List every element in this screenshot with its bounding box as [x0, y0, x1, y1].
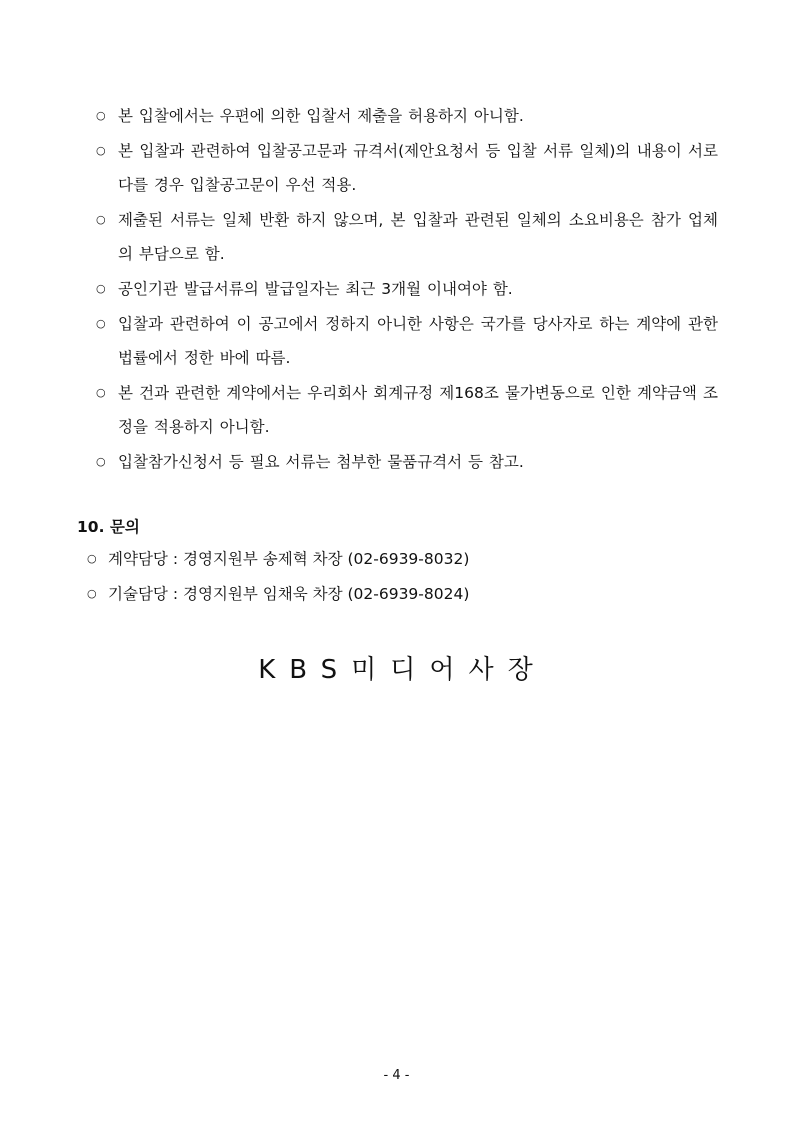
bullet-icon: ○ — [96, 143, 106, 157]
notice-item — [96, 307, 718, 376]
notice-item — [96, 376, 718, 445]
notice-item — [96, 203, 718, 272]
section-heading: 10. 문의 — [77, 518, 140, 536]
notice-item — [96, 272, 718, 307]
bullet-icon: ○ — [96, 454, 106, 468]
inquiry-section — [77, 512, 717, 611]
bullet-icon: ○ — [96, 109, 106, 122]
notice-text: 공인기관 발급서류의 발급일자는 최근 3개월 이내여야 함. — [118, 279, 513, 298]
notice-text: 제출된 서류는 일체 반환 하지 않으며, 본 입찰과 관련된 일체의 소요비용은 참가 업체의 부담으로 함. — [118, 210, 718, 264]
bullet-icon: ○ — [87, 586, 97, 600]
bullet-icon: ○ — [96, 385, 106, 399]
bullet-icon: ○ — [96, 281, 106, 295]
notice-item — [96, 99, 718, 134]
notice-item — [96, 445, 718, 480]
page-number: - 4 - — [383, 1068, 410, 1083]
notice-item — [96, 134, 718, 203]
contact-item-contract — [77, 542, 717, 577]
notice-text: 본 입찰과 관련하여 입찰공고문과 규격서(제안요청서 등 입찰 서류 일체)의 내용이 서로 다를 경우 입찰공고문이 우선 적용. — [118, 141, 718, 195]
notice-text: 본 입찰에서는 우편에 의한 입찰서 제출을 허용하지 아니함. — [118, 107, 524, 125]
notice-text: 입찰참가신청서 등 필요 서류는 첨부한 물품규격서 등 참고. — [118, 452, 524, 471]
notice-text: 입찰과 관련하여 이 공고에서 정하지 아니한 사항은 국가를 당사자로 하는 계약에 관한 법률에서 정한 바에 따름. — [118, 314, 718, 368]
notice-list — [96, 99, 718, 480]
bullet-icon: ○ — [87, 552, 97, 565]
contact-text: 계약담당 : 경영지원부 송제혁 차장 (02-6939-8032) — [108, 550, 470, 568]
issuer-signature: KBS미디어사장 — [258, 655, 547, 685]
contact-list — [77, 542, 717, 611]
contact-item-technical — [77, 577, 717, 612]
contact-text: 기술담당 : 경영지원부 임채욱 차장 (02-6939-8024) — [108, 584, 470, 603]
bullet-icon: ○ — [96, 316, 106, 330]
bullet-icon: ○ — [96, 212, 106, 226]
notice-text: 본 건과 관련한 계약에서는 우리회사 회계규정 제168조 물가변동으로 인한 계약금액 조정을 적용하지 아니함. — [118, 383, 718, 437]
